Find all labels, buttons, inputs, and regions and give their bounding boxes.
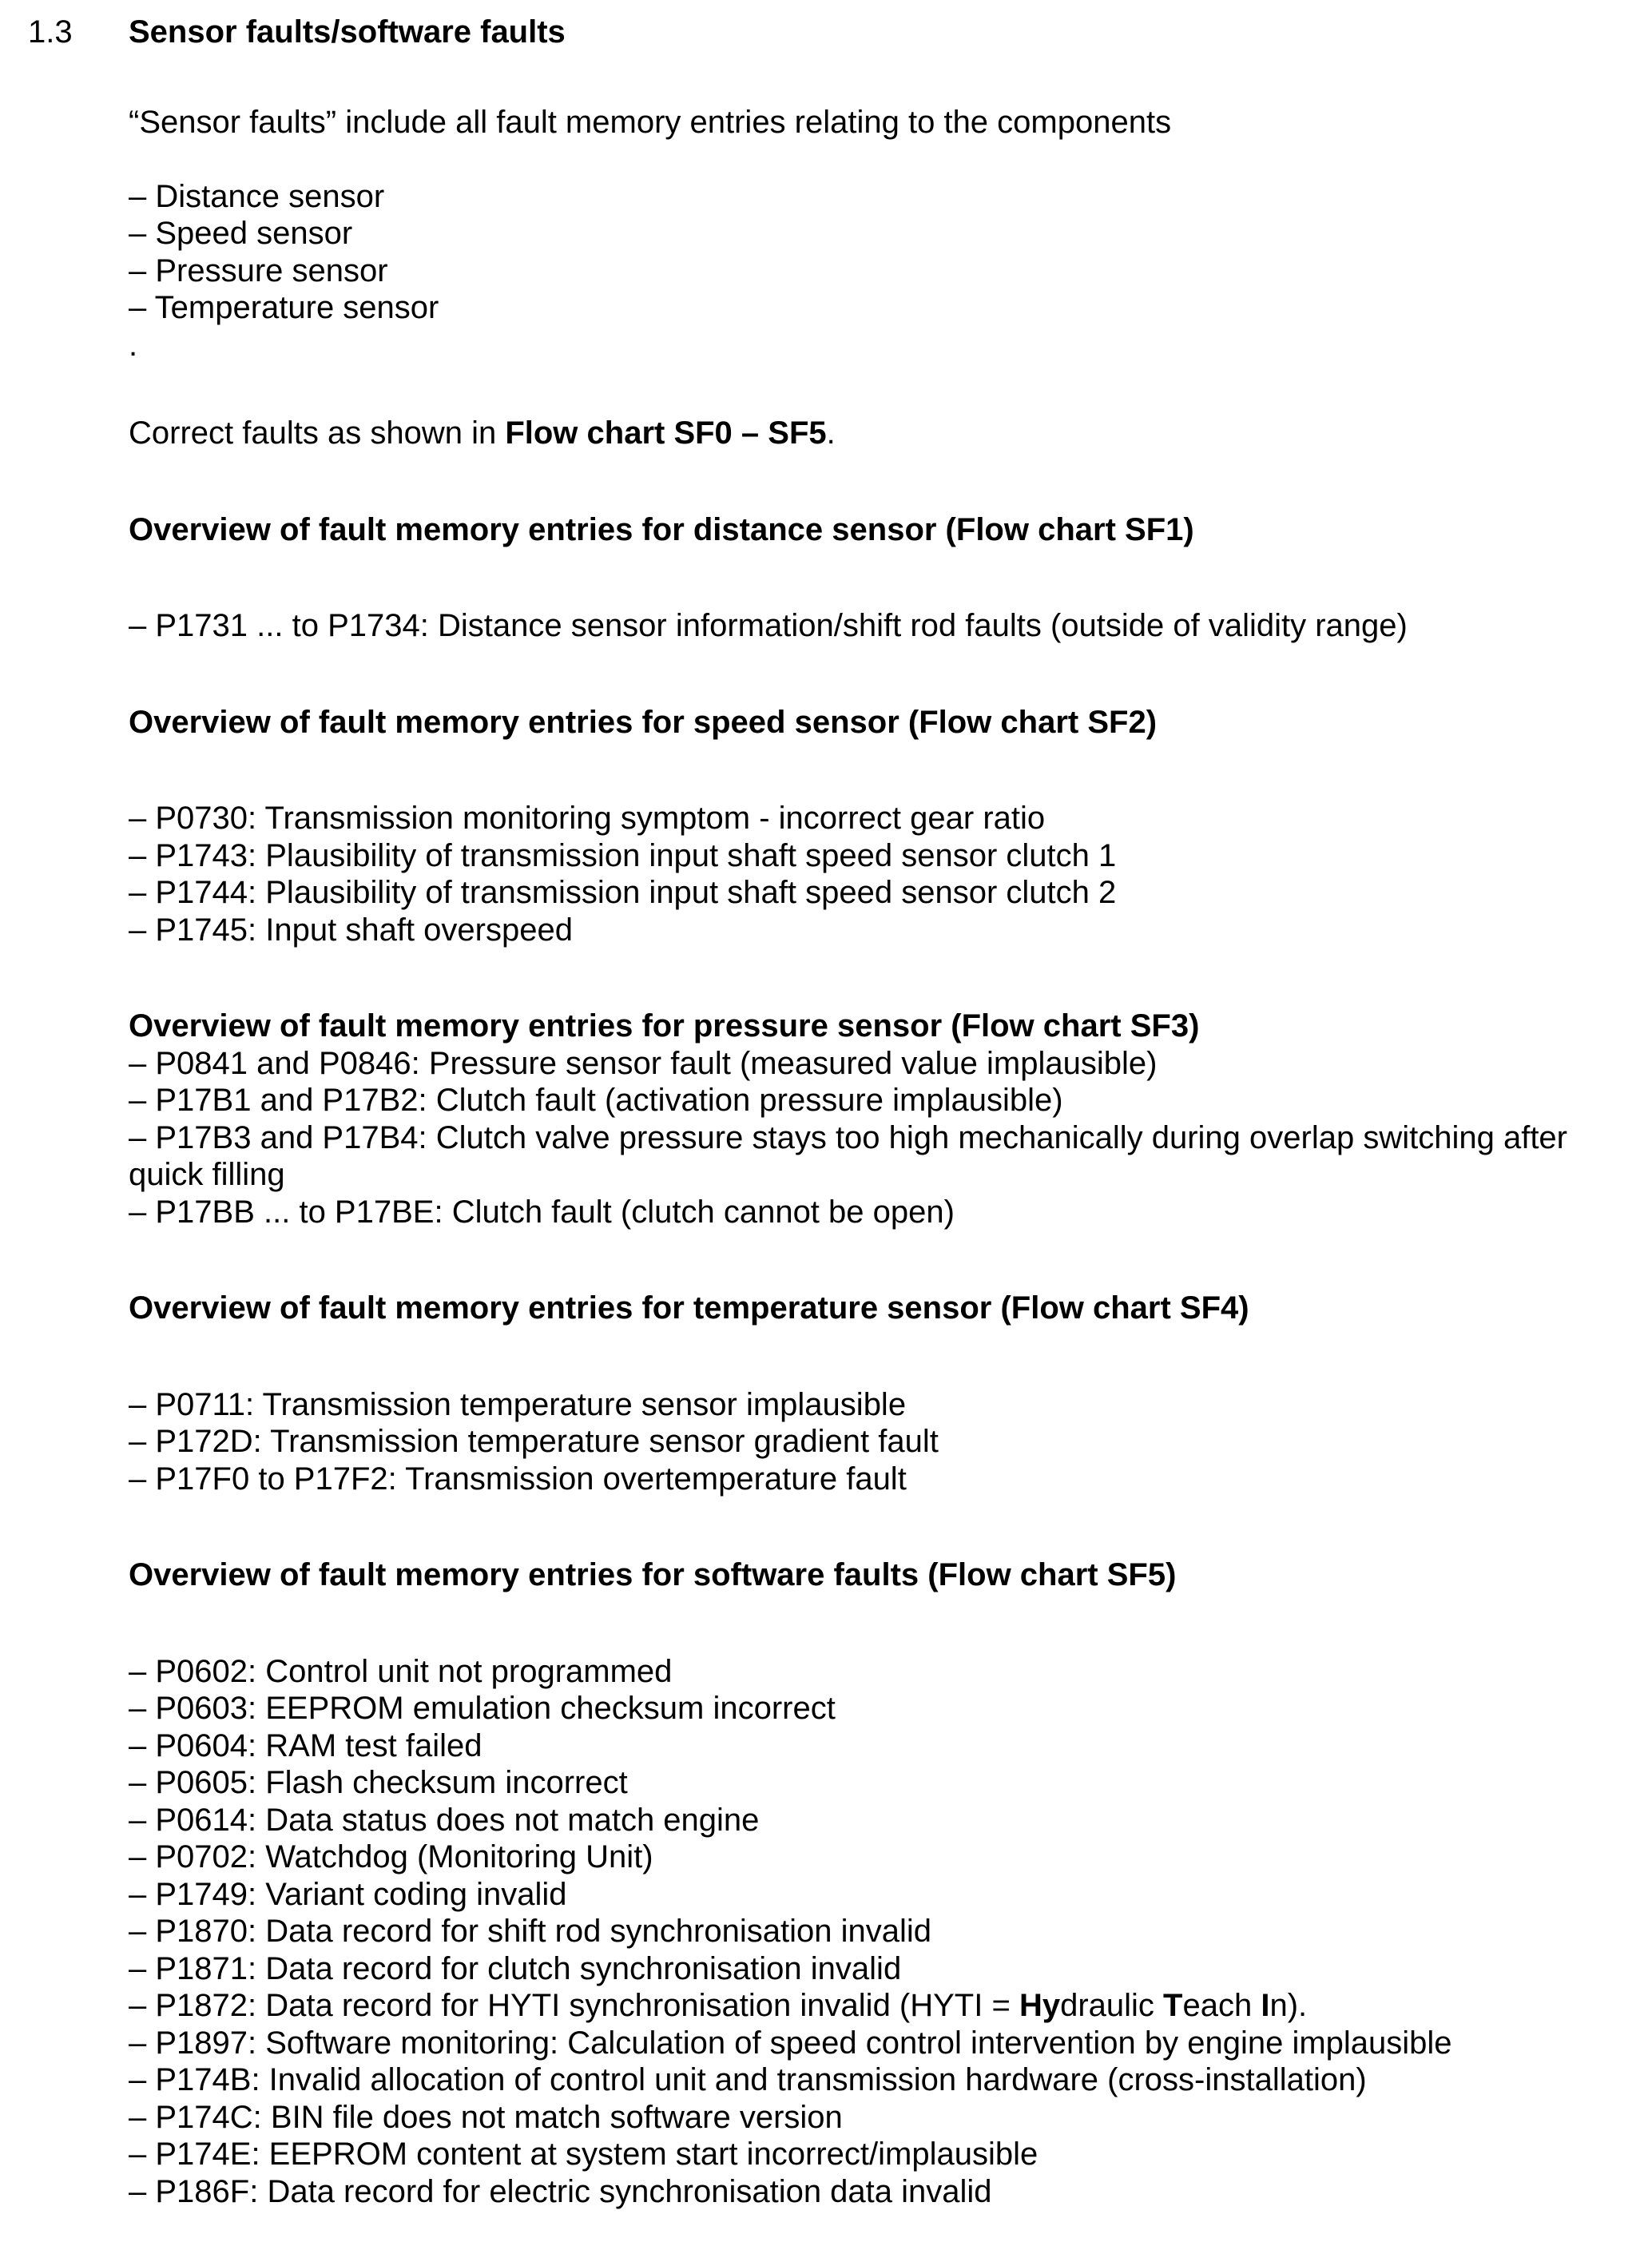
list-item: – P0711: Transmission temperature sensor implausible [129,1386,907,1422]
spacer [129,741,1630,800]
distance-list [129,607,1630,645]
list-item: – P0602: Control unit not programmed [129,1653,673,1689]
pressure-list [129,1045,1630,1231]
list-item: – P0614: Data status does not match engine [129,1802,760,1838]
distance-heading: Overview of fault memory entries for distance sensor (Flow chart SF1) [129,511,1194,547]
speed-heading: Overview of fault memory entries for speed sensor (Flow chart SF2) [129,704,1158,740]
list-item: – P1744: Plausibility of transmission input shaft speed sensor clutch 2 [129,875,1117,910]
document-body [129,10,1630,2210]
hyti-bold-i: I [1261,1988,1270,2023]
hyti-prefix: – P1872: Data record for HYTI synchronisation invalid (HYTI = [129,1988,1019,2023]
list-item: – Speed sensor [129,216,353,251]
list-item: – P1743: Plausibility of transmission input shaft speed sensor clutch 1 [129,837,1117,873]
flow-chart-reference: Flow chart SF0 – SF5 [505,415,827,451]
spacer [129,452,1630,511]
list-item: – Pressure sensor [129,252,388,288]
spacer [129,1594,1630,1653]
list-item-hyti [129,1987,1630,2025]
speed-list [129,800,1630,948]
list-item: – P1870: Data record for shift rod synchronisation invalid [129,1914,931,1949]
list-item: – P17F0 to P17F2: Transmission overtemperature fault [129,1461,907,1497]
list-item: – P17B3 and P17B4: Clutch valve pressure stays too high mechanically during overlap switching after quick filling [129,1119,1567,1192]
correct-suffix: . [826,415,836,451]
list-item: – P1749: Variant coding invalid [129,1876,567,1912]
spacer [129,1230,1630,1290]
list-item: – P0730: Transmission monitoring symptom - incorrect gear ratio [129,801,1046,836]
hyti-bold-t: T [1163,1988,1183,2023]
hyti-text-each: each [1182,1988,1261,2023]
list-item: – P174B: Invalid allocation of control unit and transmission hardware (cross-installation) [129,2062,1367,2097]
list-item: – P1731 ... to P1734: Distance sensor information/shift rod faults (outside of validity range) [129,608,1408,643]
list-item: – P172D: Transmission temperature sensor gradient fault [129,1424,939,1459]
dot-line: . [129,327,138,363]
spacer [129,645,1630,704]
spacer [129,548,1630,607]
list-item: – Distance sensor [129,178,385,214]
list-item: – P0605: Flash checksum incorrect [129,1765,628,1800]
software-list [129,1653,1630,2211]
list-item: – P0702: Watchdog (Monitoring Unit) [129,1839,653,1874]
software-heading: Overview of fault memory entries for software faults (Flow chart SF5) [129,1557,1177,1592]
intro-text: “Sensor faults” include all fault memory entries relating to the components [129,105,1172,140]
temperature-heading: Overview of fault memory entries for temperature sensor (Flow chart SF4) [129,1290,1249,1326]
list-item: – P17BB ... to P17BE: Clutch fault (clutch cannot be open) [129,1194,955,1230]
correct-faults-line [129,415,1630,452]
list-item: – Temperature sensor [129,290,439,325]
spacer [129,1497,1630,1556]
hyti-bold-hy: Hy [1019,1988,1061,2023]
hyti-text-n: n). [1269,1988,1308,2023]
spacer [129,1327,1630,1386]
spacer [129,948,1630,1008]
pressure-heading: Overview of fault memory entries for pressure sensor (Flow chart SF3) [129,1008,1200,1044]
list-item: – P17B1 and P17B2: Clutch fault (activation pressure implausible) [129,1083,1063,1118]
list-item: – P186F: Data record for electric synchronisation data invalid [129,2173,992,2209]
correct-prefix: Correct faults as shown in [129,415,506,451]
list-item: – P174C: BIN file does not match software version [129,2099,843,2135]
component-list [129,178,1630,327]
list-item: – P0604: RAM test failed [129,1727,482,1763]
list-item: – P1897: Software monitoring: Calculation of speed control intervention by engine implausible [129,2025,1452,2061]
section-title: Sensor faults/software faults [129,14,566,50]
list-item: – P0603: EEPROM emulation checksum incorrect [129,1691,836,1726]
hyti-text-draulic: draulic [1060,1988,1164,2023]
temperature-list [129,1386,1630,1498]
section-number: 1.3 [28,14,73,50]
list-item: – P174E: EEPROM content at system start incorrect/implausible [129,2137,1038,2172]
list-item: – P1871: Data record for clutch synchronisation invalid [129,1950,902,1986]
list-item: – P0841 and P0846: Pressure sensor fault (measured value implausible) [129,1045,1158,1081]
list-item: – P1745: Input shaft overspeed [129,912,573,948]
